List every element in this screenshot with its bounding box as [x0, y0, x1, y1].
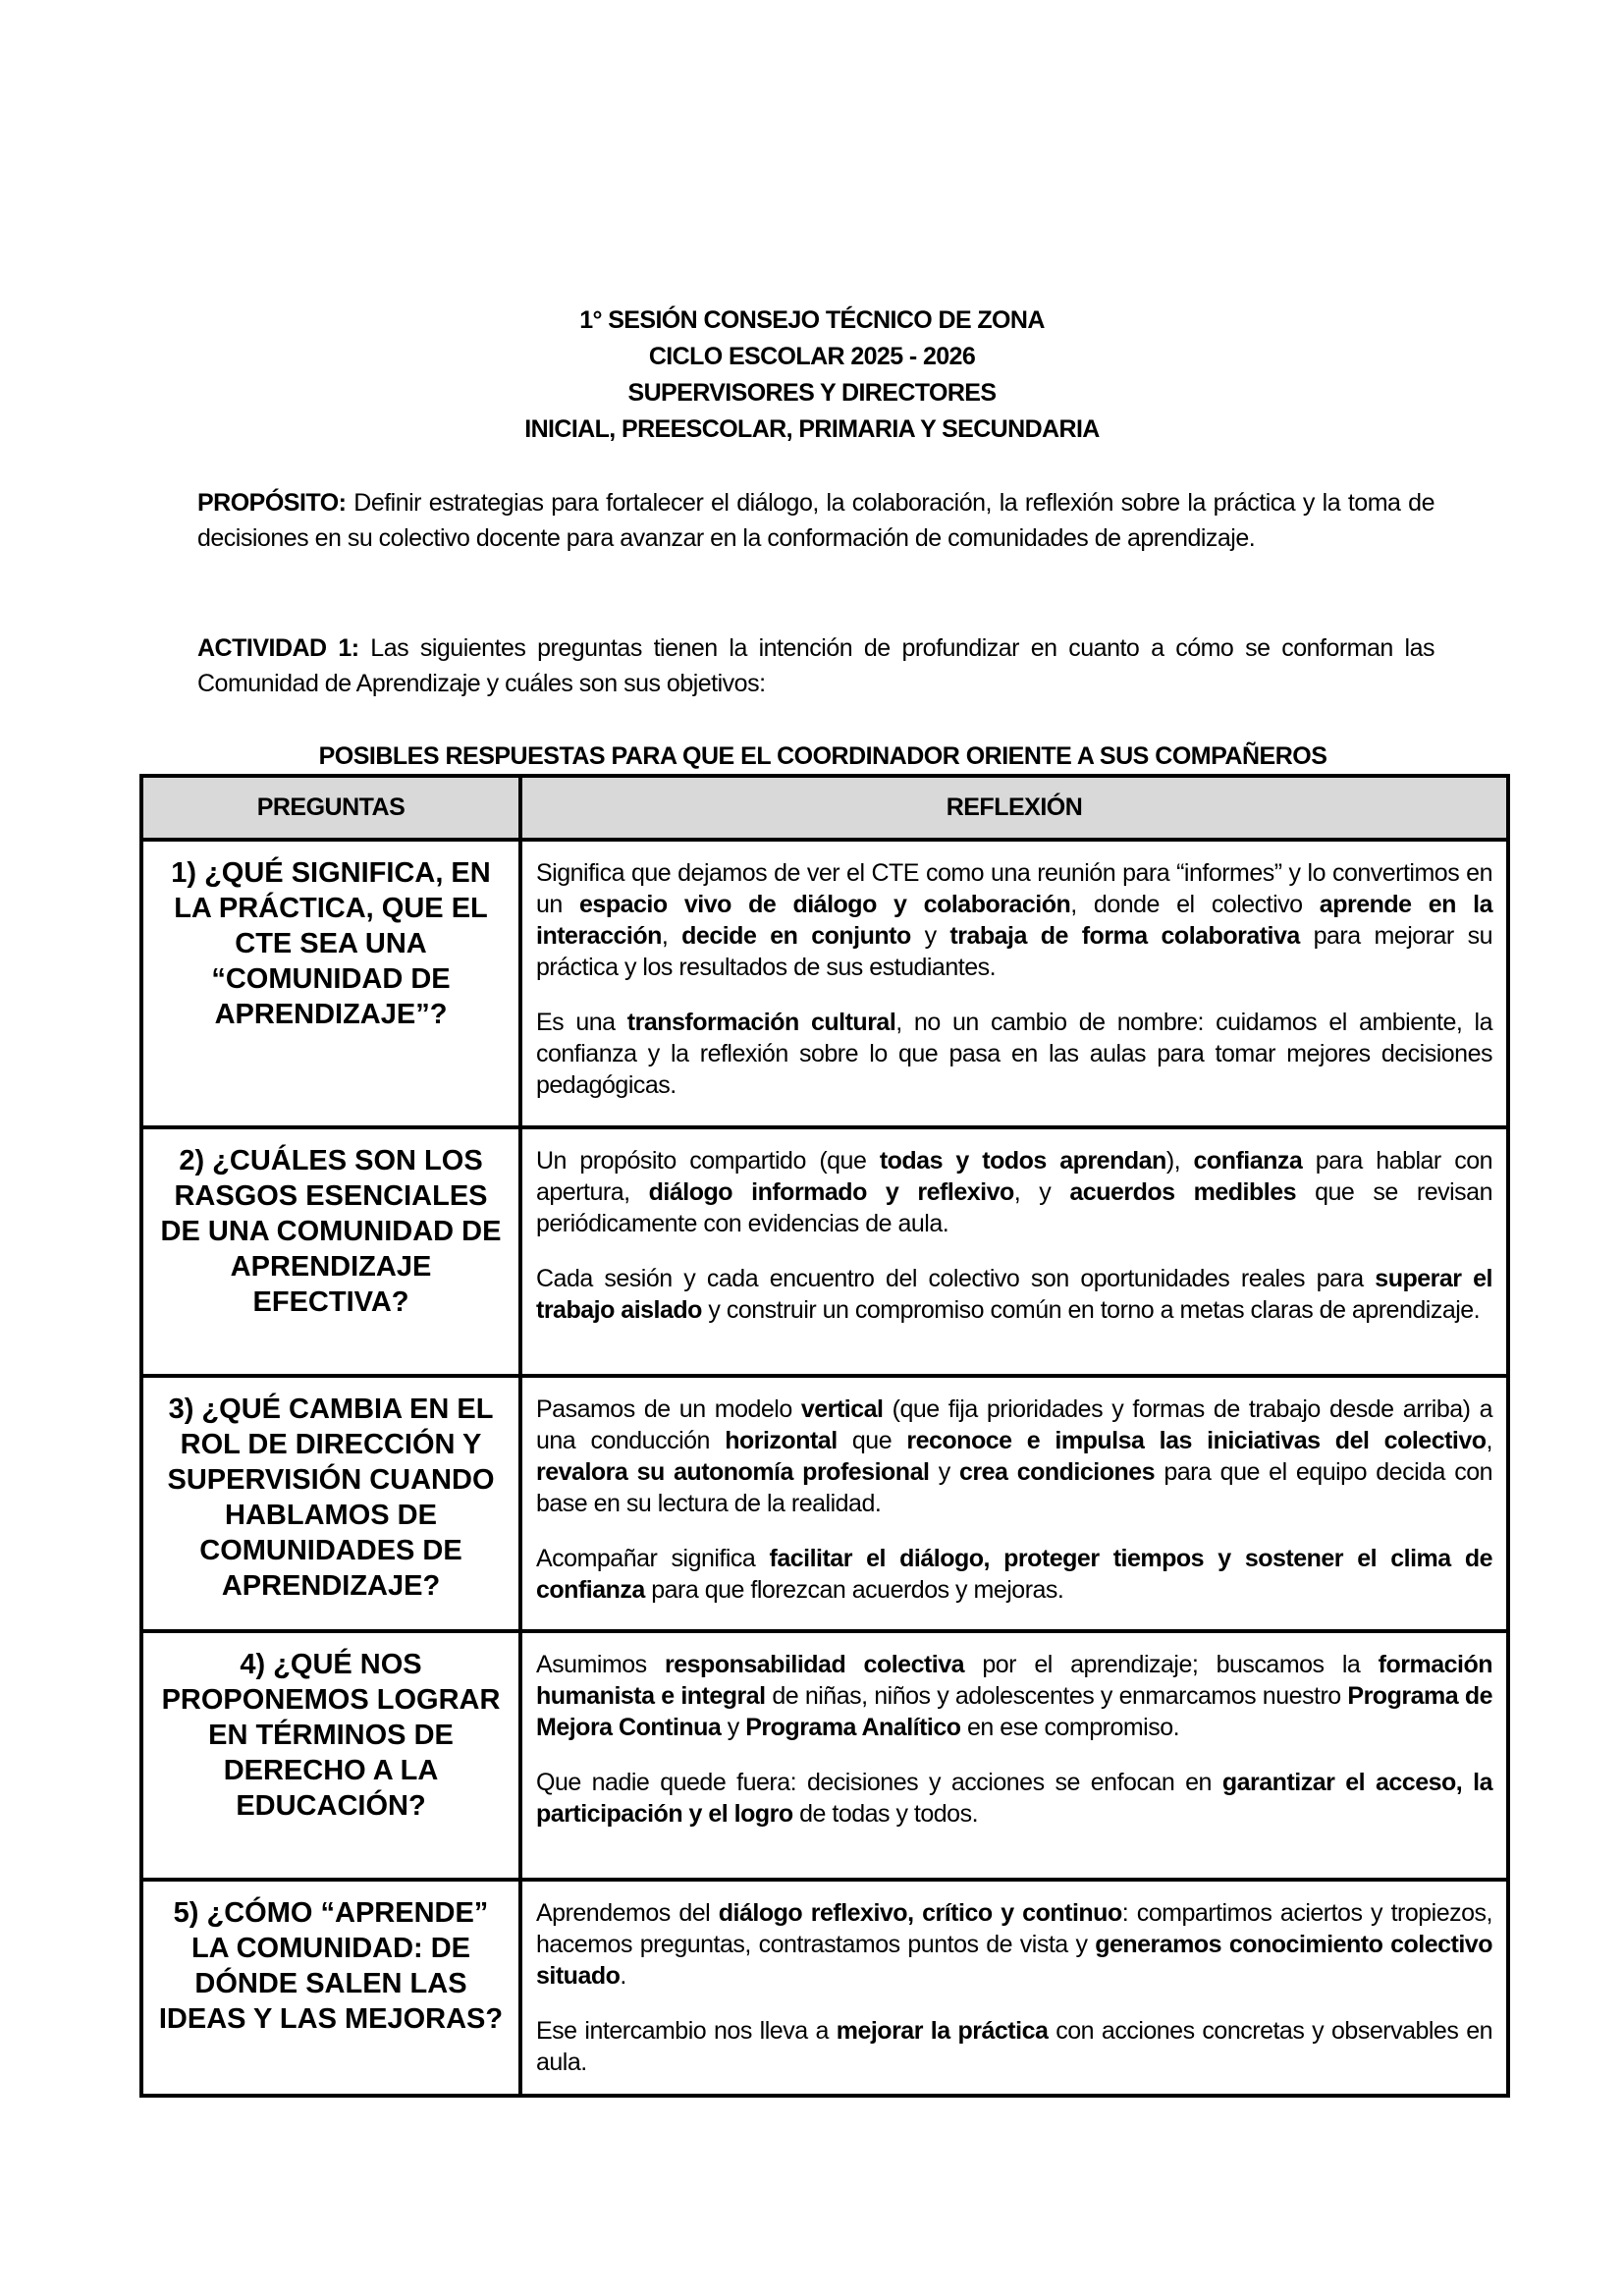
emphasis-text: todas y todos aprendan: [879, 1147, 1166, 1175]
body-text: , donde el colectivo: [1070, 891, 1320, 918]
emphasis-text: aprende en la interacción: [536, 891, 1492, 950]
question-cell: 5) ¿CÓMO “APRENDE” LA COMUNIDAD: DE DÓNDE SALEN LAS IDEAS Y LAS MEJORAS?: [141, 1880, 520, 2096]
body-text: Aprendemos del: [536, 1899, 719, 1927]
column-header-preguntas: PREGUNTAS: [141, 776, 520, 840]
body-text: .: [620, 1962, 626, 1990]
body-text: para que florezcan acuerdos y mejoras.: [644, 1576, 1064, 1604]
activity-paragraph: [197, 630, 1435, 701]
title-line-levels: INICIAL, PREESCOLAR, PRIMARIA Y SECUNDARIA: [524, 415, 1100, 443]
emphasis-text: diálogo reflexivo, crítico y continuo: [718, 1899, 1122, 1927]
emphasis-text: revalora su autonomía profesional: [536, 1458, 930, 1486]
reflection-cell: [520, 1127, 1508, 1376]
emphasis-text: reconoce e impulsa las iniciativas del colectivo: [906, 1427, 1487, 1454]
body-text: que se revisan periódicamente con evidencias de aula.: [536, 1178, 1492, 1237]
emphasis-text: horizontal: [725, 1427, 838, 1454]
body-text: con acciones concretas y observables en aula.: [536, 2017, 1492, 2076]
body-text: , no un cambio de nombre: cuidamos el ambiente, la confianza y la reflexión sobre lo que pasa en las aulas para tomar mejores decisiones pedagógicas.: [536, 1009, 1492, 1099]
question-cell: 3) ¿QUÉ CAMBIA EN EL ROL DE DIRECCIÓN Y SUPERVISIÓN CUANDO HABLAMOS DE COMUNIDADES DE APRENDIZAJE?: [141, 1376, 520, 1631]
body-text: (que fija prioridades y formas de trabajo desde arriba) a una conducción: [536, 1395, 1493, 1454]
reflection-cell: [520, 1631, 1508, 1880]
activity-text: Las siguientes preguntas tienen la intención de profundizar en cuanto a cómo se conforman las Comunidad de Aprendizaje y cuáles son sus objetivos:: [197, 634, 1435, 697]
body-text: ,: [1486, 1427, 1492, 1454]
emphasis-text: generamos conocimiento colectivo situado: [536, 1931, 1492, 1990]
title-line-session: 1° SESIÓN CONSEJO TÉCNICO DE ZONA: [579, 306, 1045, 334]
table-row: [141, 1127, 1508, 1376]
body-text: en ese compromiso.: [960, 1714, 1180, 1741]
table-row: [141, 840, 1508, 1127]
body-text: : compartimos aciertos y tropiezos, hacemos preguntas, contrastamos puntos de vista y: [536, 1899, 1492, 1958]
reflection-paragraph: [536, 1543, 1492, 1606]
table-row: [141, 1376, 1508, 1631]
reflection-paragraph: [536, 1897, 1492, 1992]
body-text: para hablar con apertura,: [536, 1147, 1493, 1206]
purpose-text: Definir estrategias para fortalecer el diálogo, la colaboración, la reflexión sobre la práctica y la toma de decisiones en su colectivo docente para avanzar en la conformación de comunidades de aprendizaje.: [197, 489, 1435, 552]
body-text: Ese intercambio nos lleva a: [536, 2017, 837, 2045]
question-cell: 2) ¿CUÁLES SON LOS RASGOS ESENCIALES DE UNA COMUNIDAD DE APRENDIZAJE EFECTIVA?: [141, 1127, 520, 1376]
body-text: Es una: [536, 1009, 627, 1036]
body-text: y: [910, 922, 950, 950]
emphasis-text: responsabilidad colectiva: [665, 1651, 965, 1678]
table-caption: POSIBLES RESPUESTAS PARA QUE EL COORDINADOR ORIENTE A SUS COMPAÑEROS: [318, 742, 1327, 770]
document-title: [0, 302, 1624, 448]
body-text: de niñas, niños y adolescentes y enmarcamos nuestro: [765, 1682, 1348, 1710]
body-text: ),: [1165, 1147, 1194, 1175]
emphasis-text: formación humanista e integral: [536, 1651, 1493, 1710]
activity-label: ACTIVIDAD 1:: [197, 634, 359, 662]
emphasis-text: acuerdos medibles: [1069, 1178, 1297, 1206]
emphasis-text: trabaja de forma colaborativa: [949, 922, 1300, 950]
body-text: Cada sesión y cada encuentro del colectivo son oportunidades reales para: [536, 1265, 1376, 1292]
table-header-row: [141, 776, 1508, 840]
purpose-label: PROPÓSITO:: [197, 489, 347, 517]
reflection-cell: [520, 1880, 1508, 2096]
table-row: [141, 1880, 1508, 2096]
body-text: Asumimos: [536, 1651, 666, 1678]
emphasis-text: decide en conjunto: [681, 922, 911, 950]
reflection-paragraph: [536, 1145, 1492, 1239]
body-text: Pasamos de un modelo: [536, 1395, 801, 1423]
emphasis-text: transformación cultural: [626, 1009, 896, 1036]
emphasis-text: crea condiciones: [959, 1458, 1156, 1486]
reflection-paragraph: [536, 1007, 1492, 1101]
column-header-reflexion: REFLEXIÓN: [520, 776, 1508, 840]
reflection-paragraph: [536, 1263, 1492, 1326]
body-text: y: [929, 1458, 959, 1486]
body-text: para mejorar su práctica y los resultados de sus estudiantes.: [536, 922, 1492, 981]
title-line-audience: SUPERVISORES Y DIRECTORES: [627, 379, 997, 407]
body-text: Que nadie quede fuera: decisiones y acciones se enfocan en: [536, 1769, 1222, 1796]
reflection-paragraph: [536, 1767, 1492, 1830]
emphasis-text: confianza: [1193, 1147, 1303, 1175]
reflection-cell: [520, 840, 1508, 1127]
body-text: y: [721, 1714, 746, 1741]
body-text: que: [837, 1427, 907, 1454]
reflection-paragraph: [536, 1649, 1492, 1743]
body-text: y construir un compromiso común en torno a metas claras de aprendizaje.: [701, 1296, 1481, 1324]
purpose-paragraph: [197, 485, 1435, 556]
emphasis-text: facilitar el diálogo, proteger tiempos y sostener el clima de confianza: [536, 1545, 1492, 1604]
body-text: por el aprendizaje; buscamos la: [964, 1651, 1379, 1678]
body-text: , y: [1013, 1178, 1070, 1206]
emphasis-text: diálogo informado y reflexivo: [648, 1178, 1014, 1206]
body-text: Significa que dejamos de ver el CTE como una reunión para “informes” y lo convertimos en un: [536, 859, 1492, 918]
reflection-paragraph: [536, 2015, 1492, 2078]
reflection-paragraph: [536, 857, 1492, 983]
body-text: Acompañar significa: [536, 1545, 770, 1572]
body-text: ,: [661, 922, 682, 950]
emphasis-text: vertical: [800, 1395, 884, 1423]
question-cell: 1) ¿QUÉ SIGNIFICA, EN LA PRÁCTICA, QUE EL CTE SEA UNA “COMUNIDAD DE APRENDIZAJE”?: [141, 840, 520, 1127]
table-row: [141, 1631, 1508, 1880]
body-text: de todas y todos.: [792, 1800, 979, 1828]
reflection-paragraph: [536, 1394, 1492, 1519]
emphasis-text: espacio vivo de diálogo y colaboración: [579, 891, 1071, 918]
emphasis-text: mejorar la práctica: [836, 2017, 1049, 2045]
question-cell: 4) ¿QUÉ NOS PROPONEMOS LOGRAR EN TÉRMINOS DE DERECHO A LA EDUCACIÓN?: [141, 1631, 520, 1880]
questions-reflection-table: [139, 774, 1510, 2098]
reflection-cell: [520, 1376, 1508, 1631]
title-line-school-year: CICLO ESCOLAR 2025 - 2026: [648, 343, 976, 370]
emphasis-text: superar el trabajo aislado: [536, 1265, 1492, 1324]
emphasis-text: garantizar el acceso, la participación y el logro: [536, 1769, 1492, 1828]
emphasis-text: Programa Analítico: [745, 1714, 961, 1741]
emphasis-text: Programa de Mejora Continua: [536, 1682, 1492, 1741]
body-text: Un propósito compartido (que: [536, 1147, 880, 1175]
body-text: para que el equipo decida con base en su lectura de la realidad.: [536, 1458, 1493, 1517]
